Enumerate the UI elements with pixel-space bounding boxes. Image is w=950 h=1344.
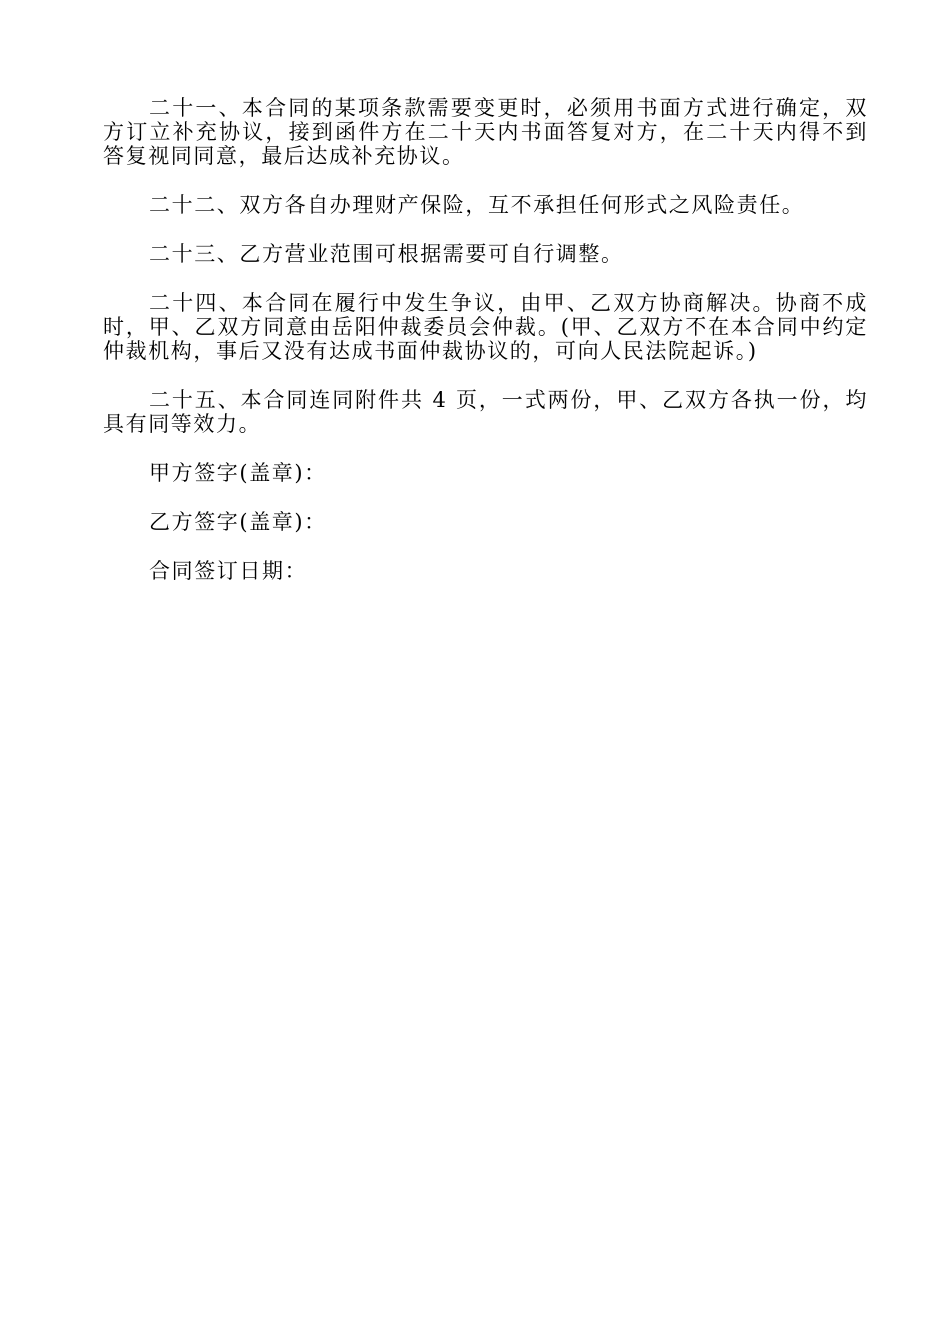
clause-25: 二十五、本合同连同附件共 4 页，一式两份，甲、乙双方各执一份，均具有同等效力。 bbox=[103, 388, 868, 436]
contract-body bbox=[103, 96, 868, 583]
party-a-signature-line: 甲方签字(盖章)： bbox=[149, 461, 327, 485]
clause-22: 二十二、双方各自办理财产保险，互不承担任何形式之风险责任。 bbox=[149, 193, 805, 217]
signing-date-line: 合同签订日期： bbox=[149, 559, 308, 583]
party-b-signature-line: 乙方签字(盖章)： bbox=[149, 510, 327, 534]
clause-24: 二十四、本合同在履行中发生争议，由甲、乙双方协商解决。协商不成时，甲、乙双方同意由岳阳仲裁委员会仲裁。(甲、乙双方不在本合同中约定仲裁机构，事后又没有达成书面仲裁协议的，可向人民法院起诉。) bbox=[103, 291, 868, 363]
clause-21: 二十一、本合同的某项条款需要变更时，必须用书面方式进行确定，双方订立补充协议，接到函件方在二十天内书面答复对方，在二十天内得不到答复视同同意，最后达成补充协议。 bbox=[103, 96, 868, 168]
clause-23: 二十三、乙方营业范围可根据需要可自行调整。 bbox=[149, 242, 624, 266]
